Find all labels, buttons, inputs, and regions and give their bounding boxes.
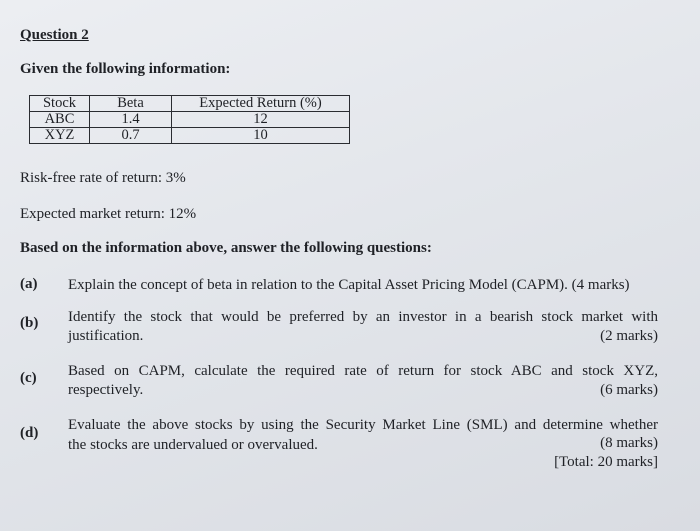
cell-expected-return: 10 [172,128,350,144]
question-title: Question 2 [20,27,89,43]
question-label-b: (b) [20,315,39,331]
question-line2-b: justification. [68,328,144,344]
question-line1-b: Identify the stock that would be preferred by an investor in a bearish stock market with [68,309,658,325]
header-beta: Beta [90,96,172,112]
intro-text: Given the following information: [20,61,231,77]
question-marks-b: (2 marks) [600,328,658,344]
question-text-a: Explain the concept of beta in relation to the Capital Asset Pricing Model (CAPM). (4 marks) [68,277,630,293]
cell-stock: ABC [30,112,90,128]
question-label-c: (c) [20,370,37,386]
risk-free-rate: Risk-free rate of return: 3% [20,170,186,186]
question-line1-d: Evaluate the above stocks by using the Security Market Line (SML) and determine whether [68,417,658,433]
question-line2-d: the stocks are undervalued or overvalued. [68,437,318,453]
instruction-text: Based on the information above, answer the following questions: [20,240,432,256]
total-marks: [Total: 20 marks] [554,454,658,470]
stock-info-table [29,95,350,144]
cell-expected-return: 12 [172,112,350,128]
question-line2-c: respectively. [68,382,144,398]
market-return: Expected market return: 12% [20,206,197,222]
question-marks-d: (8 marks) [600,435,658,451]
cell-beta: 1.4 [90,112,172,128]
table-row [30,112,350,128]
cell-beta: 0.7 [90,128,172,144]
cell-stock: XYZ [30,128,90,144]
question-line1-c: Based on CAPM, calculate the required rate of return for stock ABC and stock XYZ, [68,363,658,379]
header-expected-return: Expected Return (%) [172,96,350,112]
table-header-row [30,96,350,112]
table-row [30,128,350,144]
question-label-a: (a) [20,276,38,292]
header-stock: Stock [30,96,90,112]
question-marks-c: (6 marks) [600,382,658,398]
question-label-d: (d) [20,425,39,441]
